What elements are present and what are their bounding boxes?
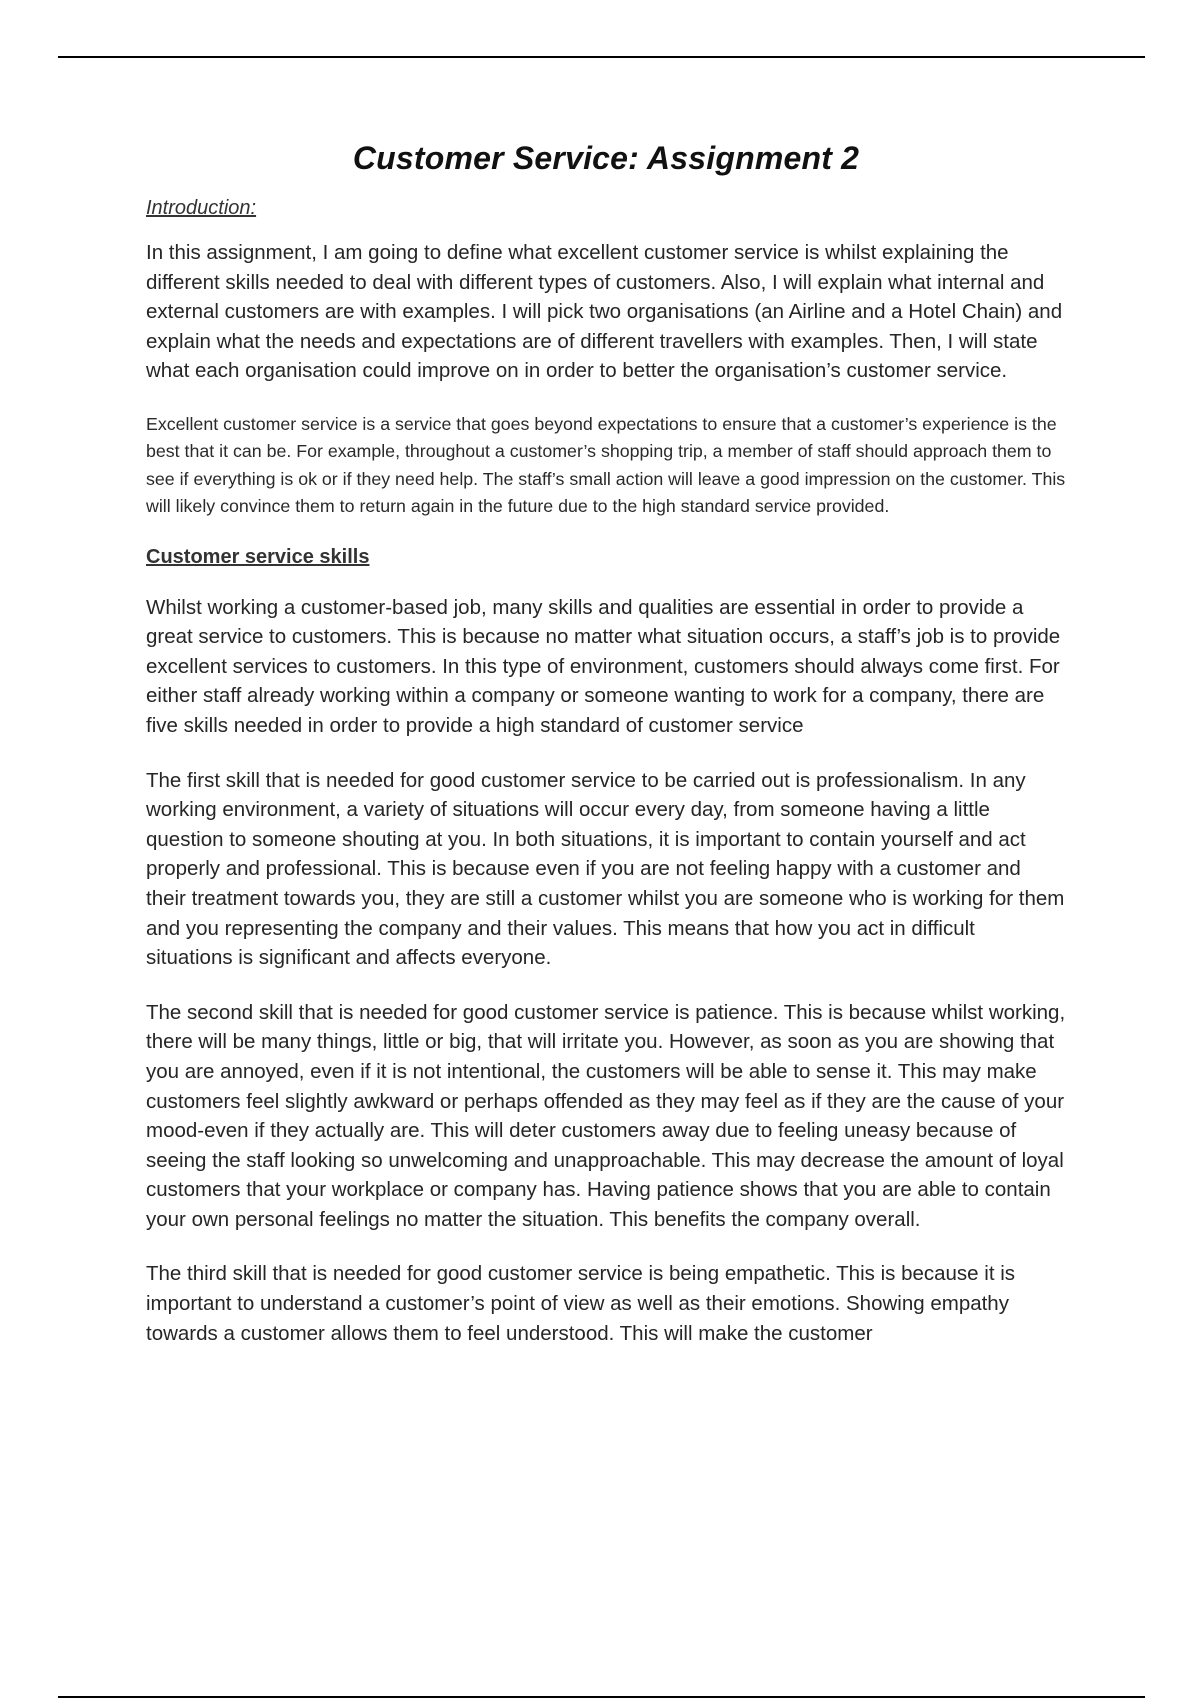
page-bottom-rule bbox=[58, 1696, 1145, 1698]
document-title: Customer Service: Assignment 2 bbox=[352, 140, 860, 176]
skills-intro-paragraph: Whilst working a customer-based job, many skills and qualities are essential in order to provide a great service to customers. This is because no matter what situation occurs, a staff’s job is to provide excellent services to customers. In this type of environment, customers should always come first. For either staff already working within a company or someone wanting to work for a company, there are five skills needed in order to provide a high standard of customer service bbox=[146, 595, 1061, 737]
skill-one-paragraph: The first skill that is needed for good customer service to be carried out is professionalism. In any working environment, a variety of situations will occur every day, from someone having a little question to someone shouting at you. In both situations, it is important to contain yourself and act properly and professional. This is because even if you are not feeling happy with a customer and their treatment towards you, they are still a customer whilst you are someone who is working for them and you representing the company and their values. This means that how you act in difficult situations is significant and affects everyone. bbox=[146, 768, 1065, 970]
page-top-rule bbox=[58, 56, 1145, 58]
document-body bbox=[146, 140, 1066, 1373]
skill-two-paragraph: The second skill that is needed for good customer service is patience. This is because whilst working, there will be many things, little or big, that will irritate you. However, as soon as you are showing that you are annoyed, even if it is not intentional, the customers will be able to sense it. This may make customers feel slightly awkward or perhaps offended as they may feel as if they are the cause of your mood-even if they actually are. This will deter customers away due to feeling uneasy because of seeing the staff looking so unwelcoming and unapproachable. This may decrease the amount of loyal customers that your workplace or company has. Having patience shows that you are able to contain your own personal feelings no matter the situation. This benefits the company overall. bbox=[146, 1000, 1066, 1231]
skill-three-paragraph: The third skill that is needed for good customer service is being empathetic. This is because it is important to understand a customer’s point of view as well as their emotions. Showing empathy towards a customer allows them to feel understood. This will make the customer bbox=[146, 1262, 1016, 1345]
introduction-heading: Introduction: bbox=[146, 197, 257, 219]
intro-paragraph: In this assignment, I am going to define what excellent customer service is whilst explaining the different skills needed to deal with different types of customers. Also, I will explain what internal and external customers are with examples. I will pick two organisations (an Airline and a Hotel Chain) and explain what the needs and expectations are of different travellers with examples. Then, I will state what each organisation could improve on in order to better the organisation’s customer service. bbox=[146, 241, 1063, 383]
definition-paragraph: Excellent customer service is a service that goes beyond expectations to ensure that a customer’s experience is the best that it can be. For example, throughout a customer’s shopping trip, a member of staff should approach them to see if everything is ok or if they need help. The staff’s small action will leave a good impression on the customer. This will likely convince them to return again in the future due to the high standard service provided. bbox=[146, 413, 1066, 517]
skills-heading: Customer service skills bbox=[146, 545, 370, 568]
